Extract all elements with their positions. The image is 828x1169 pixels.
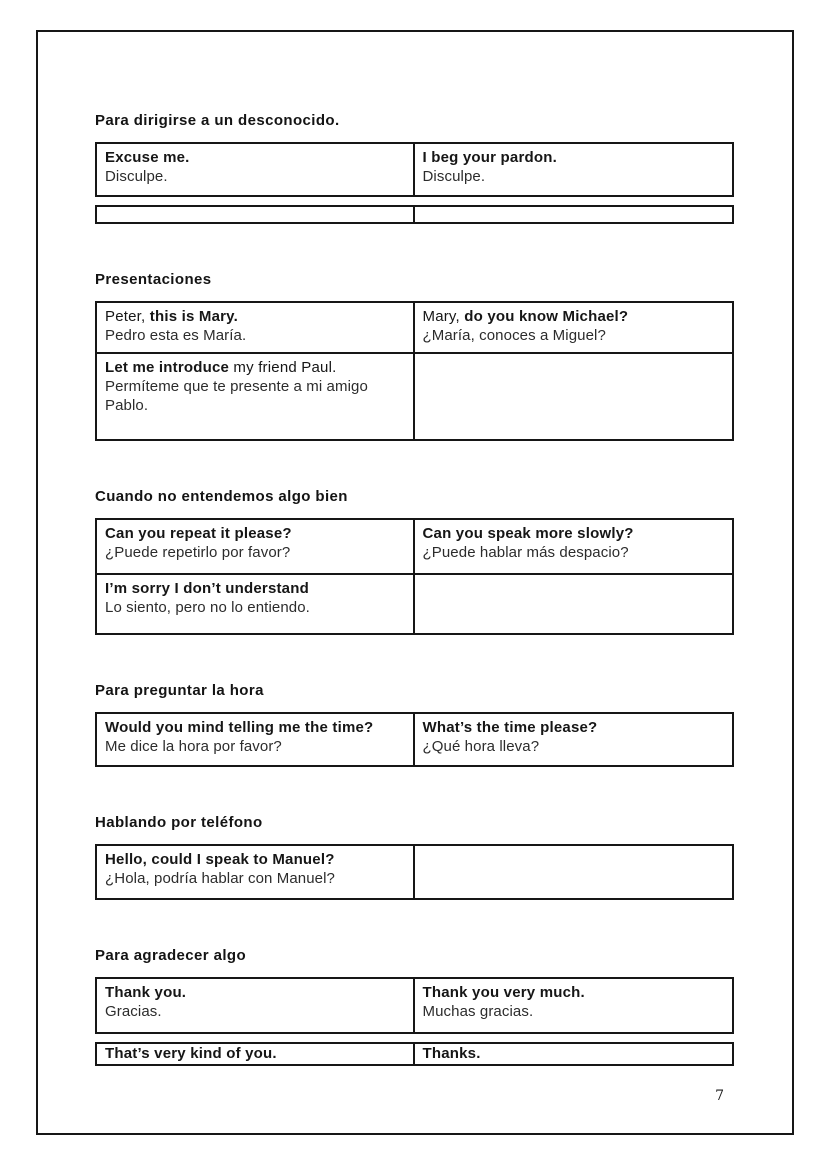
english-phrase	[105, 983, 391, 1002]
phrase-cell	[97, 303, 415, 352]
phrase-cell	[415, 354, 733, 439]
phrase-table	[95, 977, 734, 1066]
section-heading: Hablando por teléfono	[95, 814, 263, 831]
english-phrase	[105, 148, 391, 167]
phrase-cell	[97, 714, 415, 765]
phrase-table	[95, 142, 734, 224]
table-row-empty	[95, 205, 734, 224]
phrase-cell	[415, 979, 733, 1032]
table-row	[95, 977, 734, 1034]
phrase-cell	[415, 207, 733, 222]
english-phrase	[105, 358, 391, 377]
english-phrase	[105, 307, 391, 326]
phrase-cell	[415, 714, 733, 765]
english-phrase-bold-part: Hello, could I speak to Manuel?	[105, 851, 335, 868]
english-phrase-bold-part: Thank you very much.	[422, 984, 585, 1001]
spanish-translation: Permíteme que te presente a mi amigo Pablo.	[105, 378, 368, 414]
spanish-translation: Pedro esta es María.	[105, 327, 247, 344]
phrase-cell	[415, 520, 733, 573]
english-phrase-bold-part: do you know Michael?	[464, 308, 629, 325]
phrase-section-0	[95, 112, 734, 224]
phrase-table	[95, 301, 734, 441]
english-phrase	[423, 148, 711, 167]
table-row	[95, 518, 734, 575]
phrase-section-4	[95, 814, 734, 900]
section-heading: Para preguntar la hora	[95, 682, 264, 699]
phrase-section-2	[95, 488, 734, 635]
phrase-table	[95, 518, 734, 635]
spanish-translation: Me dice la hora por favor?	[105, 738, 282, 755]
table-row	[95, 844, 734, 900]
english-phrase	[105, 718, 391, 737]
english-phrase-bold-part: What’s the time please?	[422, 719, 598, 736]
english-phrase	[105, 850, 391, 869]
phrase-cell	[97, 207, 415, 222]
english-phrase-bold-part: Can you repeat it please?	[105, 525, 292, 542]
english-phrase-bold-part: Thanks.	[422, 1045, 481, 1062]
spanish-translation: ¿Qué hora lleva?	[422, 738, 540, 755]
english-phrase	[105, 1044, 405, 1063]
phrase-cell	[97, 520, 415, 573]
phrase-cell	[97, 575, 415, 633]
table-row	[95, 354, 734, 441]
phrase-cell	[97, 1044, 415, 1064]
phrase-section-5	[95, 947, 734, 1066]
phrase-cell	[415, 1044, 733, 1064]
phrase-cell	[415, 575, 733, 633]
spanish-translation: Gracias.	[105, 1003, 162, 1020]
phrase-table	[95, 712, 734, 767]
section-heading: Para agradecer algo	[95, 947, 247, 964]
english-phrase	[105, 579, 391, 598]
page-number: 7	[715, 1088, 724, 1104]
phrase-cell	[415, 144, 733, 195]
english-phrase-bold-part: Let me introduce	[105, 359, 230, 376]
spanish-translation: ¿Puede repetirlo por favor?	[105, 544, 291, 561]
phrase-cell	[97, 979, 415, 1032]
english-phrase-part: Mary,	[422, 308, 465, 325]
spanish-translation: ¿Hola, podría hablar con Manuel?	[105, 870, 336, 887]
english-phrase-bold-part: this is Mary.	[149, 308, 238, 325]
phrase-section-1	[95, 271, 734, 441]
english-phrase-part: my friend Paul.	[229, 359, 337, 376]
english-phrase	[423, 1044, 725, 1063]
table-row	[95, 301, 734, 354]
english-phrase	[423, 307, 711, 326]
phrasebook-content	[95, 112, 734, 1113]
table-row	[95, 1042, 734, 1066]
phrase-cell	[97, 354, 415, 439]
phrase-table	[95, 844, 734, 900]
phrase-cell	[97, 846, 415, 898]
english-phrase-bold-part: That’s very kind of you.	[105, 1045, 277, 1062]
english-phrase	[423, 983, 711, 1002]
section-heading: Presentaciones	[95, 271, 212, 288]
english-phrase-bold-part: Would you mind telling me the time?	[105, 719, 374, 736]
english-phrase	[423, 524, 711, 543]
table-row	[95, 575, 734, 635]
spanish-translation: Lo siento, pero no lo entiendo.	[105, 599, 310, 616]
spanish-translation: Disculpe.	[105, 168, 168, 185]
english-phrase	[423, 718, 711, 737]
table-row	[95, 142, 734, 197]
spanish-translation: ¿María, conoces a Miguel?	[422, 327, 606, 344]
phrase-cell	[415, 303, 733, 352]
section-heading: Cuando no entendemos algo bien	[95, 488, 348, 505]
english-phrase-bold-part: Excuse me.	[105, 149, 190, 166]
phrase-section-3	[95, 682, 734, 767]
section-heading: Para dirigirse a un desconocido.	[95, 112, 340, 129]
table-row	[95, 712, 734, 767]
english-phrase-bold-part: I’m sorry I don’t understand	[105, 580, 309, 597]
english-phrase-bold-part: Thank you.	[105, 984, 187, 1001]
english-phrase	[105, 524, 391, 543]
phrase-cell	[415, 846, 733, 898]
phrase-cell	[97, 144, 415, 195]
spanish-translation: ¿Puede hablar más despacio?	[422, 544, 629, 561]
english-phrase-bold-part: I beg your pardon.	[422, 149, 557, 166]
spanish-translation: Muchas gracias.	[422, 1003, 534, 1020]
english-phrase-bold-part: Can you speak more slowly?	[422, 525, 634, 542]
english-phrase-part: Peter,	[105, 308, 150, 325]
spanish-translation: Disculpe.	[422, 168, 486, 185]
